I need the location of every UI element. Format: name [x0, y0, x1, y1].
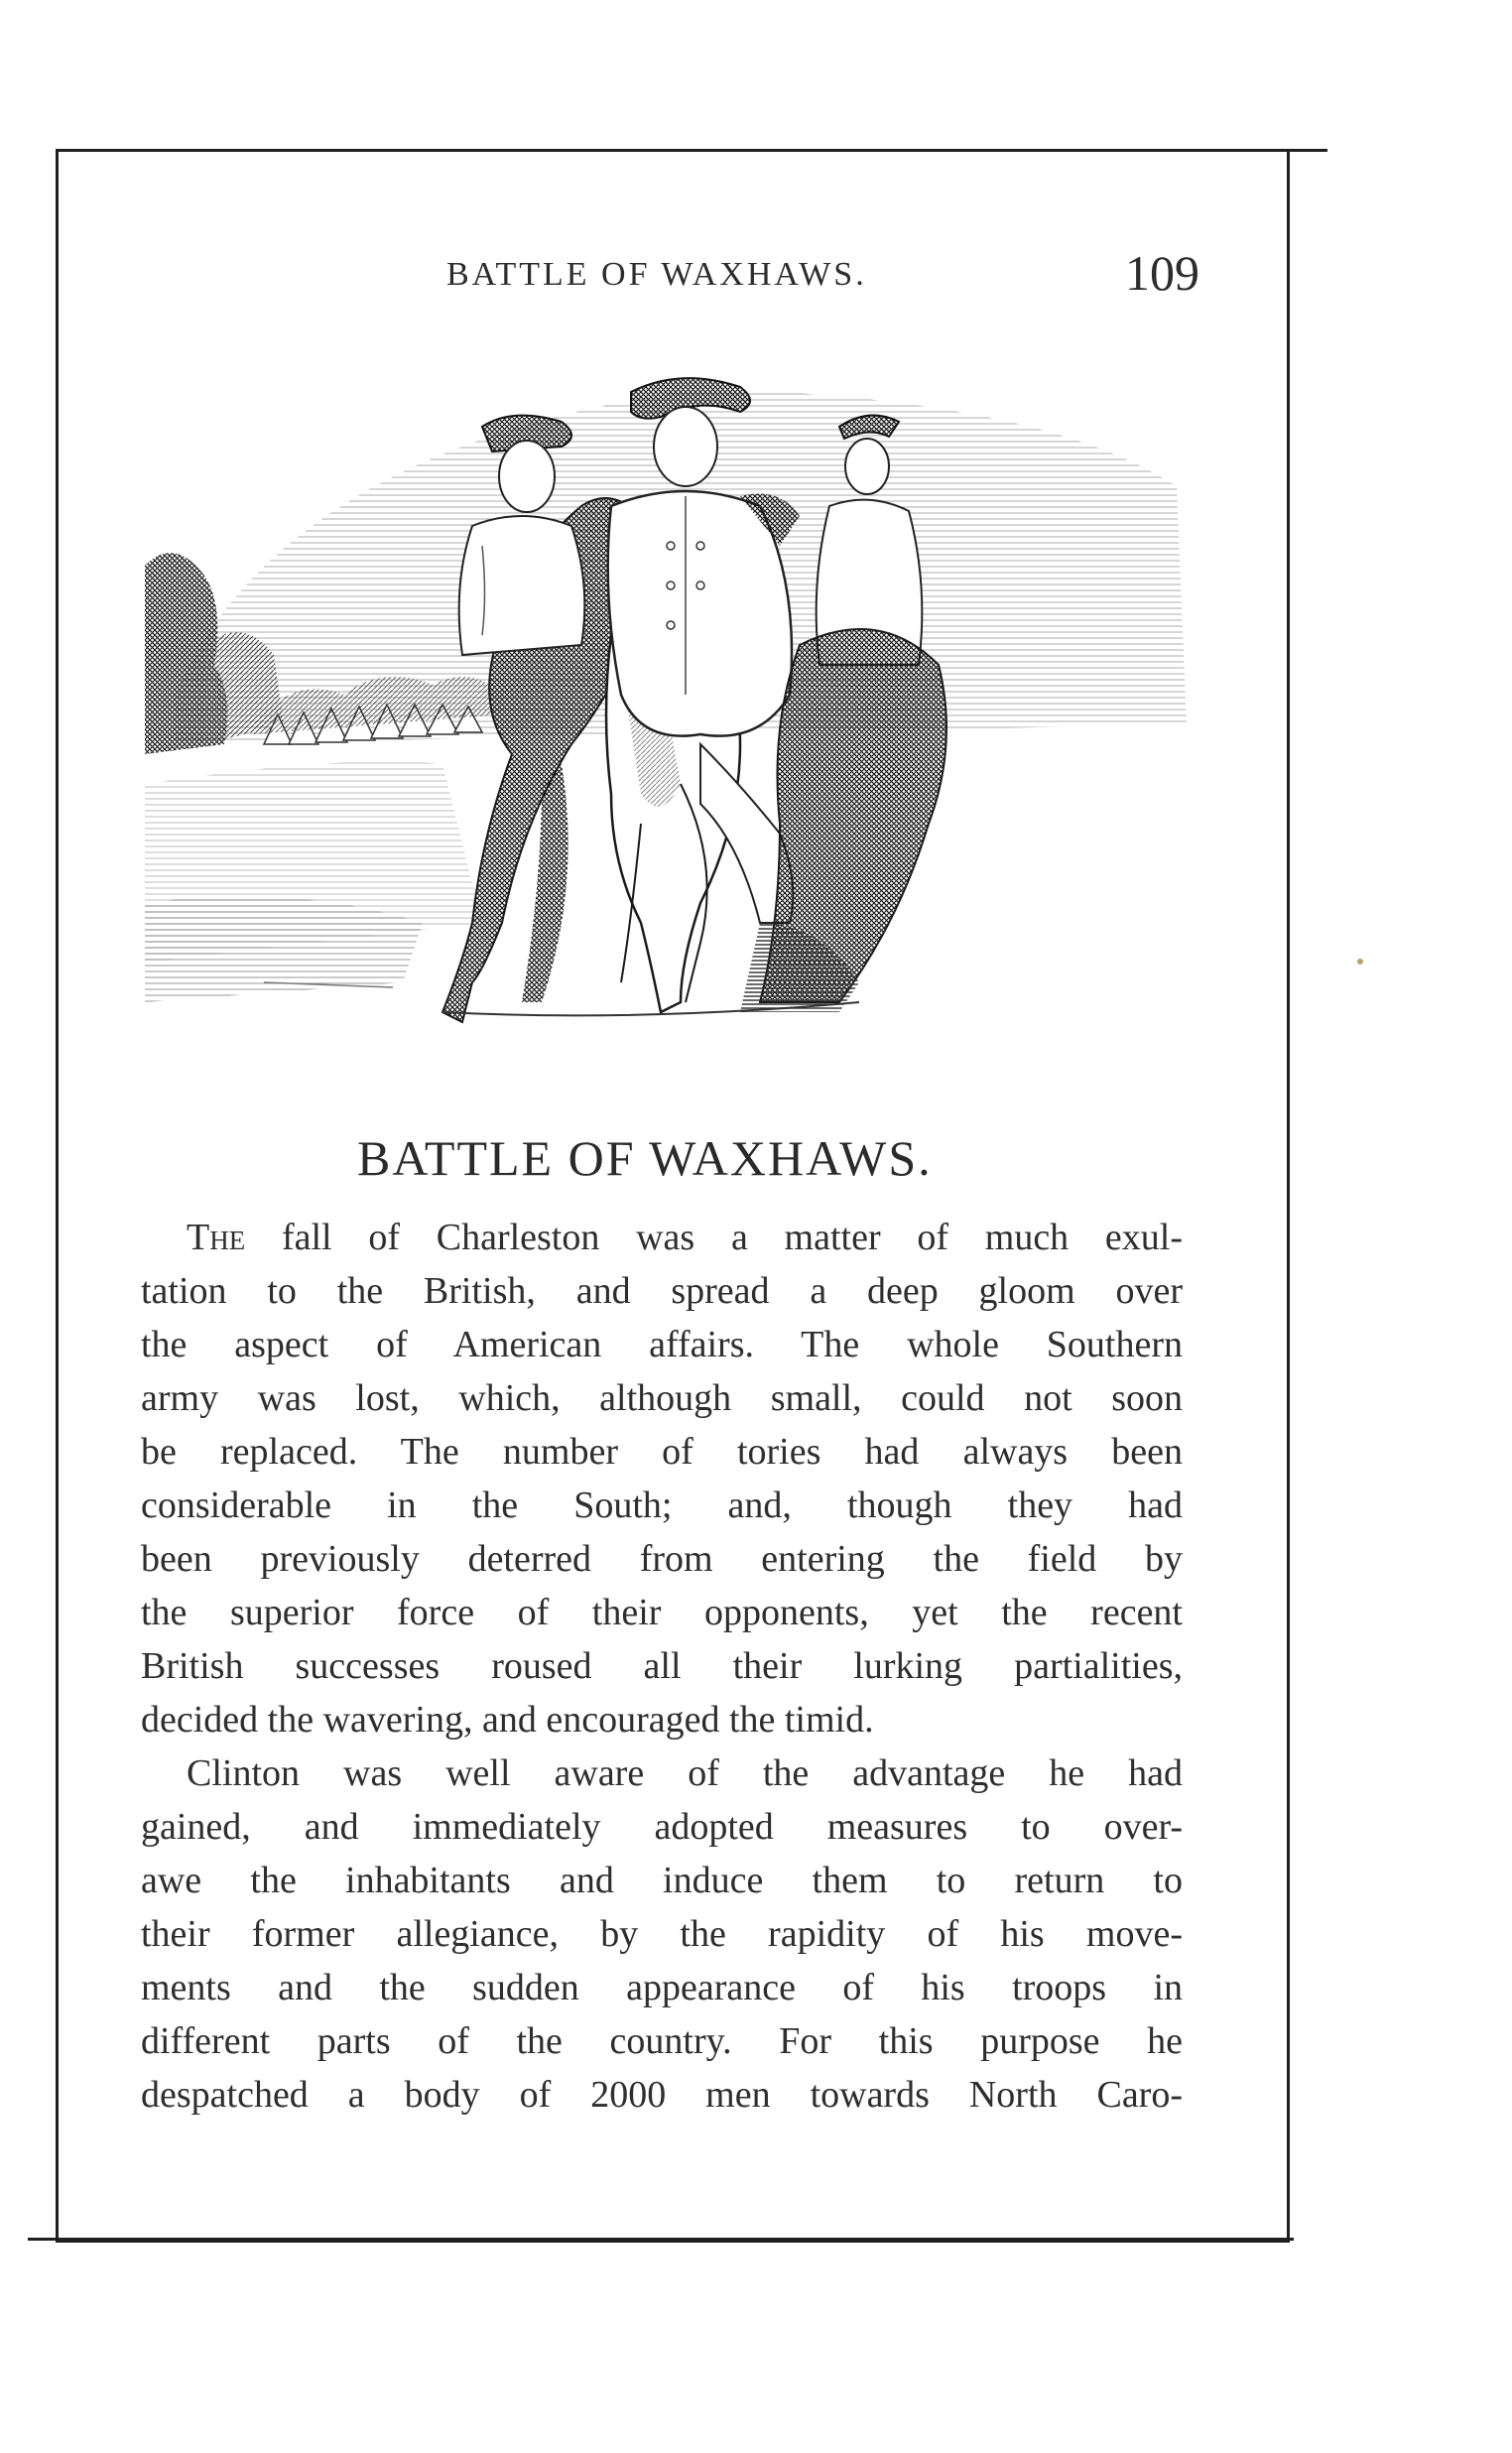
paragraph-2 — [141, 1746, 1183, 2122]
page-number: 109 — [1125, 245, 1199, 301]
drop-lead-word: The — [187, 1217, 246, 1258]
engraving-illustration — [145, 367, 1197, 1062]
paragraph-2-line-2: gained, and immediately adopted measures to over- — [141, 1806, 1183, 1848]
paragraph-1-line-9: British successes roused all their lurking partialities, — [141, 1645, 1183, 1687]
paragraph-1-line-7: been previously deterred from entering the field by — [141, 1538, 1183, 1580]
paragraph-1-line-6: considerable in the South; and, though they had — [141, 1485, 1183, 1526]
paragraph-2-line-3: awe the inhabitants and induce them to return to — [141, 1860, 1183, 1901]
paragraph-2-line-7: despatched a body of 2000 men towards North Caro- — [141, 2074, 1183, 2116]
paragraph-1-line-5: be replaced. The number of tories had always been — [141, 1431, 1183, 1473]
page-border-top-rule — [56, 149, 1327, 152]
paragraph-2-line-1: Clinton was well aware of the advantage he had — [187, 1752, 1183, 1794]
running-head: BATTLE OF WAXHAWS. — [446, 256, 867, 293]
paragraph-2-line-4: their former allegiance, by the rapidity of his move- — [141, 1913, 1183, 1955]
paragraph-1-line-8: the superior force of their opponents, yet the recent — [141, 1592, 1183, 1633]
paragraph-2-line-6: different parts of the country. For this purpose he — [141, 2020, 1183, 2062]
paragraph-1-line-10: decided the wavering, and encouraged the timid. — [141, 1699, 874, 1741]
paragraph-1-line-4: army was lost, which, although small, could not soon — [141, 1377, 1183, 1419]
paragraph-2-line-5: ments and the sudden appearance of his troops in — [141, 1967, 1183, 2008]
paper-speck — [1357, 959, 1363, 965]
chapter-title: BATTLE OF WAXHAWS. — [357, 1130, 933, 1186]
paragraph-1-line-2: tation to the British, and spread a deep gloom over — [141, 1270, 1183, 1312]
paragraph-1 — [141, 1211, 1183, 1746]
page-border-bottom-rule — [28, 2238, 1294, 2241]
paragraph-1-line-3: the aspect of American affairs. The whole Southern — [141, 1324, 1183, 1365]
ground — [145, 762, 482, 1003]
paragraph-1-line-1: The fall of Charleston was a matter of much exul- — [187, 1217, 1183, 1258]
